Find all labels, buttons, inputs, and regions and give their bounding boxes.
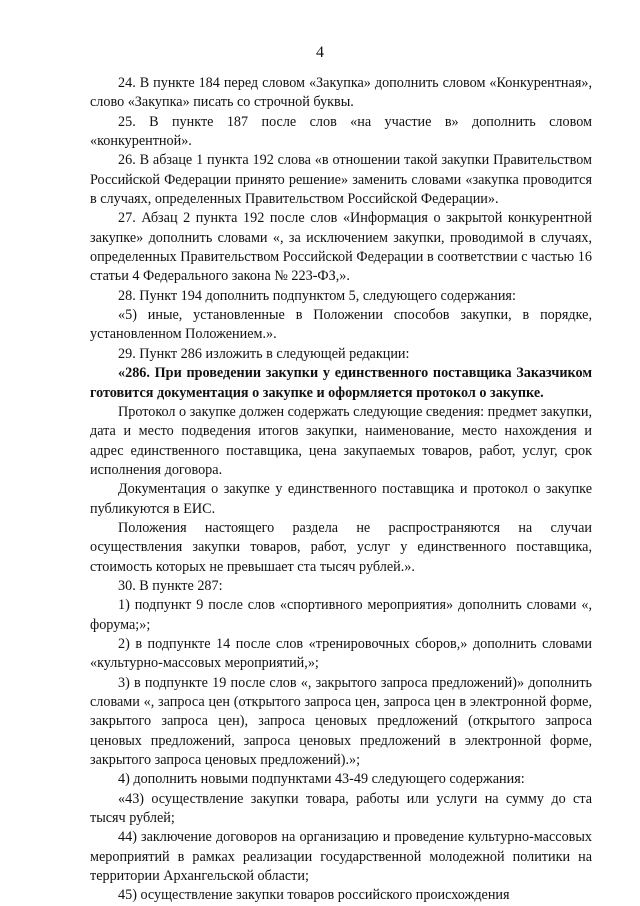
subparagraph-45: 45) осуществление закупки товаров российского происхождения — [118, 887, 510, 904]
document-body — [90, 74, 592, 906]
paragraph-28-quote: «5) иные, установленные в Положении способов закупки, в порядке, установленном Положением.». — [90, 307, 592, 343]
paragraph-26: 26. В абзаце 1 пункта 192 слова «в отношении такой закупки Правительством Российской Федерации принято решение» заменить словами «закупка проводится в случаях, определенных Правительством Российской Федерации». — [90, 152, 592, 208]
page-number: 4 — [316, 44, 324, 61]
subparagraph-4: 4) дополнить новыми подпунктами 43-49 следующего содержания: — [118, 771, 525, 788]
paragraph-28: 28. Пункт 194 дополнить подпунктом 5, следующего содержания: — [118, 287, 516, 304]
paragraph-286-quote: «286. При проведении закупки у единственного поставщика Заказчиком готовится документация о закупке и оформляется протокол о закупке. — [90, 365, 592, 401]
paragraph-27: 27. Абзац 2 пункта 192 после слов «Информация о закрытой конкурентной закупке» дополнить словами «, за исключением закупки, проводимой в случаях, определенных Правительством Российской Федерации в соответствии с частью 16 статьи 4 Федерального закона № 223-ФЗ,». — [90, 210, 592, 285]
paragraph-25: 25. В пункте 187 после слов «на участие в» дополнить словом «конкурентной». — [90, 113, 592, 150]
paragraph-30: 30. В пункте 287: — [118, 577, 223, 594]
subparagraph-43: «43) осуществление закупки товара, работы или услуги на сумму до ста тысяч рублей; — [90, 790, 592, 827]
subparagraph-2: 2) в подпункте 14 после слов «тренировочных сборов,» дополнить словами «культурно-массовых мероприятий,»; — [90, 635, 592, 672]
subparagraph-1: 1) подпункт 9 после слов «спортивного мероприятия» дополнить словами «, форума;»; — [90, 597, 592, 633]
paragraph-protocol: Протокол о закупке должен содержать следующие сведения: предмет закупки, дата и место подведения итогов закупки, наименование, место нахождения и адрес единственного поставщика, цена закупаемых товаров, работ, услуг, срок исполнения договора. — [90, 403, 593, 478]
subparagraph-3: 3) в подпункте 19 после слов «, закрытого запроса предложений)» дополнить словами «, запроса цен (открытого запроса цен, запроса цен в электронной форме, закрытого запроса цен), запроса ценовых предложений (открытого запроса ценовых предложений, запроса ценовых предложений в электронной форме, закрытого запроса ценовых предложений).»; — [90, 674, 592, 769]
paragraph-24: 24. В пункте 184 перед словом «Закупка» дополнить словом «Конкурентная», слово «Закупка» писать со строчной буквы. — [90, 75, 592, 111]
subparagraph-44: 44) заключение договоров на организацию и проведение культурно-массовых мероприятий в рамках реализации государственной молодежной политики на территории Архангельской области; — [90, 829, 592, 885]
paragraph-documentation: Документация о закупке у единственного поставщика и протокол о закупке публикуются в ЕИС. — [90, 481, 592, 517]
paragraph-29: 29. Пункт 286 изложить в следующей редакции: — [118, 345, 410, 362]
paragraph-provisions: Положения настоящего раздела не распространяются на случаи осуществления закупки товаров, работ, услуг у единственного поставщика, стоимость которых не превышает ста тысяч рублей.». — [90, 519, 592, 575]
